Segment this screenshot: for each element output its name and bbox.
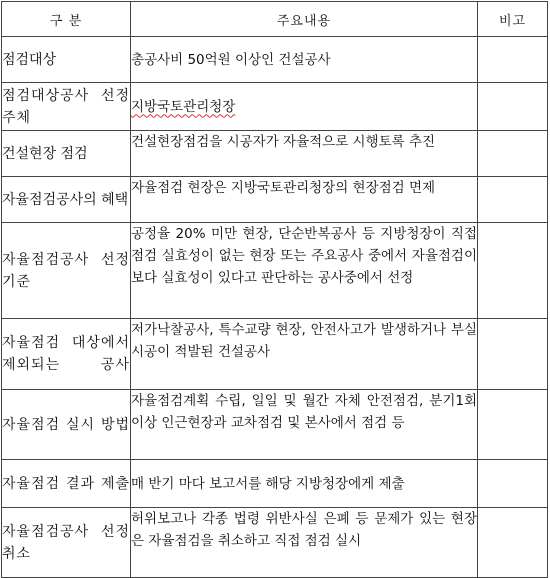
row-label: 점검대상 (2, 37, 131, 83)
row-content: 공정율 20% 미만 현장, 단순반복공사 등 지방청장이 직접 점검 실효성이 없는 현장 또는 주요공사 중에서 자율점검이 보다 실효성이 있다고 판단하는 공사중에서 선정 (131, 223, 478, 319)
row-note (478, 319, 548, 390)
table-row (2, 83, 548, 131)
table-row (2, 319, 548, 390)
row-label: 자율점검 대상에서 제외되는 공사 (2, 319, 131, 390)
table-header-row (2, 2, 548, 37)
row-content: 저가낙찰공사, 특수교량 현장, 안전사고가 발생하거나 부실시공이 적발된 건설공사 (131, 319, 478, 390)
row-note (478, 177, 548, 223)
row-note (478, 390, 548, 460)
row-content: 매 반기 마다 보고서를 해당 지방청장에게 제출 (131, 460, 478, 508)
table-row (2, 390, 548, 460)
row-label: 자율점검공사 선정 취소 (2, 508, 131, 578)
row-content: 허위보고나 각종 법령 위반사실 은폐 등 문제가 있는 현장은 자율점검을 취소하고 직접 점검 실시 (131, 508, 478, 578)
row-note (478, 223, 548, 319)
row-note (478, 83, 548, 131)
table-row (2, 131, 548, 177)
row-note (478, 460, 548, 508)
header-remarks: 비고 (478, 2, 548, 37)
row-note (478, 508, 548, 578)
row-content: 총공사비 50억원 이상인 건설공사 (131, 37, 478, 83)
row-label: 자율점검 결과 제출 (2, 460, 131, 508)
row-label: 자율점검공사 선정 기준 (2, 223, 131, 319)
header-main-content: 주요내용 (131, 2, 478, 37)
table-row (2, 460, 548, 508)
table-row (2, 37, 548, 83)
row-content: 자율점검계획 수립, 일일 및 월간 자체 안전점검, 분기1회 이상 인근현장과 교차점검 및 본사에서 점검 등 (131, 390, 478, 460)
table-row (2, 508, 548, 578)
row-content: 건설현장점검을 시공자가 자율적으로 시행토록 추진 (131, 131, 478, 177)
table-row (2, 223, 548, 319)
header-category: 구 분 (2, 2, 131, 37)
row-content: 자율점검 현장은 지방국토관리청장의 현장점검 면제 (131, 177, 478, 223)
row-note (478, 37, 548, 83)
row-content (131, 83, 478, 131)
row-label: 건설현장 점검 (2, 131, 131, 177)
inspection-summary-table (1, 1, 548, 578)
row-label: 자율점검 실시 방법 (2, 390, 131, 460)
table-row (2, 177, 548, 223)
row-label: 자율점검공사의 혜택 (2, 177, 131, 223)
row-note (478, 131, 548, 177)
row-label: 점검대상공사 선정 주체 (2, 83, 131, 131)
row-content-text: 지방국토관리청장 (131, 98, 236, 115)
